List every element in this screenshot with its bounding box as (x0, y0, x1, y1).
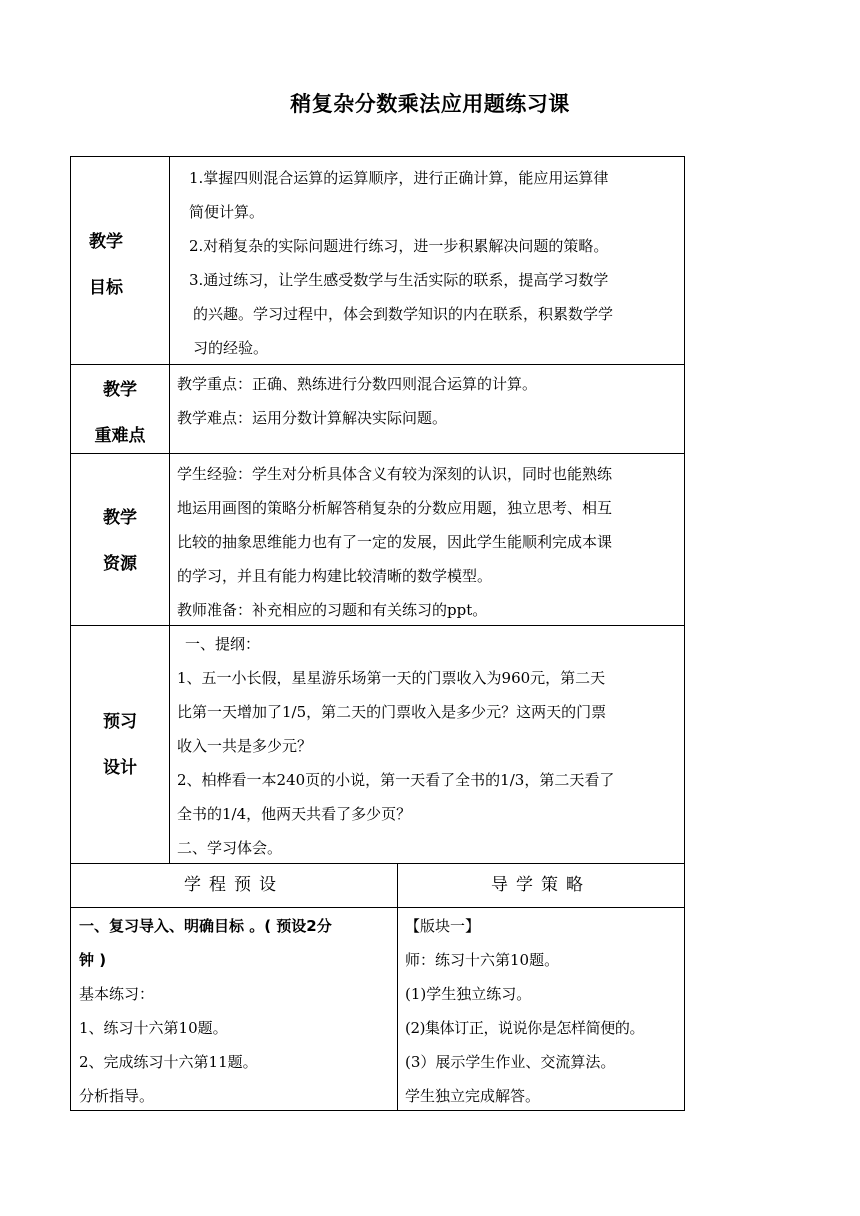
resources-label-line: 资源 (103, 554, 137, 574)
key-points-label (71, 367, 169, 459)
key-points-label-line: 重难点 (94, 426, 146, 446)
goals-line: 3.通过练习，让学生感受数学与生活实际的联系，提高学习数学 (189, 271, 609, 289)
preview-line: 2、柏桦看一本240页的小说，第一天看了全书的1/3，第二天看了 (177, 771, 615, 789)
goals-line: 的兴趣。学习过程中，体会到数学知识的内在联系，积累数学学 (193, 305, 614, 323)
preview-line: 收入一共是多少元？ (177, 737, 313, 755)
resources-line: 教师准备：补充相应的习题和有关练习的ppt。 (177, 601, 488, 619)
process-right-line: 学生独立完成解答。 (405, 1087, 541, 1105)
goals-line: 2.对稍复杂的实际问题进行练习，进一步积累解决问题的策略。 (189, 237, 609, 255)
label-column-divider (169, 157, 170, 863)
process-header-left: 学程预设 (184, 875, 284, 895)
process-left-line: 基本练习： (79, 985, 155, 1003)
key-points-label-line: 教学 (103, 380, 137, 400)
preview-line: 1、五一小长假，星星游乐场第一天的门票收入为960元，第二天 (177, 669, 606, 687)
resources-line: 地运用画图的策略分析解答稍复杂的分数应用题，独立思考、相互 (177, 499, 613, 517)
key-points-content (177, 367, 677, 435)
preview-content (177, 627, 682, 865)
process-right-line: (3）展示学生作业、交流算法。 (405, 1053, 616, 1071)
goals-label (71, 219, 141, 311)
page-title: 稍复杂分数乘法应用题练习课 (290, 92, 570, 116)
process-header-right: 导学策略 (491, 875, 591, 895)
preview-line: 二、学习体会。 (177, 839, 283, 857)
process-right-line: 【版块一】 (405, 917, 481, 935)
preview-line: 比第一天增加了1/5，第二天的门票收入是多少元？这两天的门票 (177, 703, 607, 721)
goals-line: 1.掌握四则混合运算的运算顺序，进行正确计算，能应用运算律 (189, 169, 609, 187)
goals-content (181, 161, 681, 365)
resources-label (71, 495, 169, 587)
process-left-line: 2、完成练习十六第11题。 (79, 1053, 258, 1071)
lesson-plan-table (70, 156, 685, 1111)
row-divider (71, 907, 684, 908)
process-right-content (405, 909, 684, 1113)
goals-label-line: 目标 (89, 278, 123, 298)
process-left-heading: 一、复习导入、明确目标 。( 预设2分 (79, 917, 332, 935)
preview-label (71, 699, 169, 791)
process-right-line: (1)学生独立练习。 (405, 985, 532, 1003)
process-right-line: (2)集体订正，说说你是怎样简便的。 (405, 1019, 645, 1037)
preview-line: 全书的1/4，他两天共看了多少页？ (177, 805, 412, 823)
process-left-content (79, 909, 394, 1113)
process-left-line: 分析指导。 (79, 1087, 155, 1105)
resources-line: 学生经验：学生对分析具体含义有较为深刻的认识，同时也能熟练 (177, 465, 613, 483)
preview-line: 一、提纲： (185, 635, 261, 653)
key-points-line: 教学重点：正确、熟练进行分数四则混合运算的计算。 (177, 375, 538, 393)
preview-label-line: 预习 (103, 712, 137, 732)
goals-line: 简便计算。 (189, 203, 265, 221)
goals-line: 习的经验。 (193, 339, 269, 357)
process-left-heading: 钟 ) (79, 951, 107, 969)
goals-label-line: 教学 (89, 232, 123, 252)
process-left-line: 1、练习十六第10题。 (79, 1019, 228, 1037)
resources-line: 比较的抽象思维能力也有了一定的发展，因此学生能顺利完成本课 (177, 533, 613, 551)
resources-content (177, 457, 682, 627)
key-points-line: 教学难点：运用分数计算解决实际问题。 (177, 409, 448, 427)
preview-label-line: 设计 (103, 758, 137, 778)
resources-label-line: 教学 (103, 508, 137, 528)
resources-line: 的学习，并且有能力构建比较清晰的数学模型。 (177, 567, 493, 585)
process-right-line: 师：练习十六第10题。 (405, 951, 560, 969)
